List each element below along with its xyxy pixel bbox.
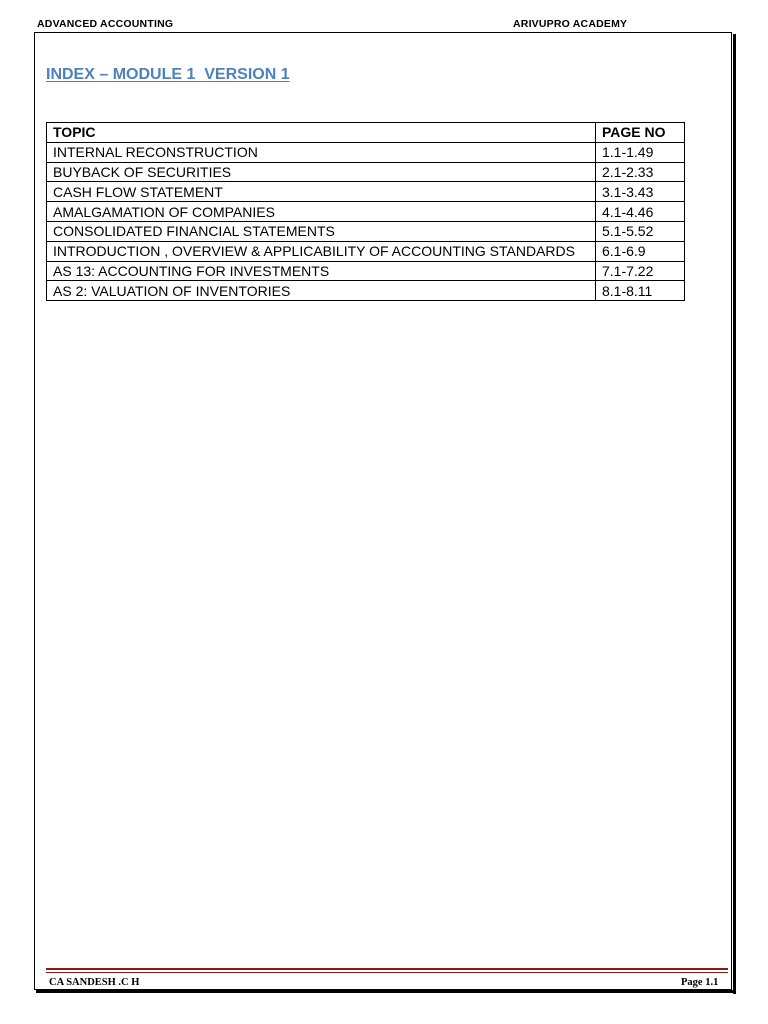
topic-cell: INTERNAL RECONSTRUCTION bbox=[47, 142, 596, 162]
topic-cell: AMALGAMATION OF COMPANIES bbox=[47, 202, 596, 222]
table-row bbox=[47, 202, 685, 222]
page-cell: 2.1-2.33 bbox=[596, 162, 685, 182]
footer-page-number: Page 1.1 bbox=[681, 977, 719, 988]
topic-cell: CONSOLIDATED FINANCIAL STATEMENTS bbox=[47, 221, 596, 241]
column-header-topic: TOPIC bbox=[47, 123, 596, 143]
page-cell: 6.1-6.9 bbox=[596, 241, 685, 261]
table-row bbox=[47, 241, 685, 261]
page-cell: 1.1-1.49 bbox=[596, 142, 685, 162]
topic-cell: AS 13: ACCOUNTING FOR INVESTMENTS bbox=[47, 261, 596, 281]
topic-cell: BUYBACK OF SECURITIES bbox=[47, 162, 596, 182]
table-row bbox=[47, 182, 685, 202]
column-header-page-no: PAGE NO bbox=[596, 123, 685, 143]
table-row bbox=[47, 142, 685, 162]
page-cell: 4.1-4.46 bbox=[596, 202, 685, 222]
table-row bbox=[47, 281, 685, 301]
page-cell: 5.1-5.52 bbox=[596, 221, 685, 241]
table-row bbox=[47, 221, 685, 241]
index-title: INDEX – MODULE 1 VERSION 1 bbox=[46, 66, 290, 83]
index-table bbox=[46, 122, 685, 301]
topic-cell: INTRODUCTION , OVERVIEW & APPLICABILITY OF ACCOUNTING STANDARDS bbox=[47, 241, 596, 261]
footer-rule bbox=[46, 968, 728, 970]
table-row bbox=[47, 162, 685, 182]
header-left-title: ADVANCED ACCOUNTING bbox=[37, 18, 174, 30]
footer-rule-thin bbox=[46, 972, 728, 973]
page-border-shadow-bottom bbox=[36, 990, 736, 993]
table-row bbox=[47, 261, 685, 281]
page-cell: 8.1-8.11 bbox=[596, 281, 685, 301]
table-header-row bbox=[47, 123, 685, 143]
topic-cell: AS 2: VALUATION OF INVENTORIES bbox=[47, 281, 596, 301]
page-border-shadow-right bbox=[733, 34, 736, 994]
page-cell: 7.1-7.22 bbox=[596, 261, 685, 281]
header-right-title: ARIVUPRO ACADEMY bbox=[513, 18, 628, 30]
page-cell: 3.1-3.43 bbox=[596, 182, 685, 202]
footer-author: CA SANDESH .C H bbox=[49, 977, 140, 988]
topic-cell: CASH FLOW STATEMENT bbox=[47, 182, 596, 202]
